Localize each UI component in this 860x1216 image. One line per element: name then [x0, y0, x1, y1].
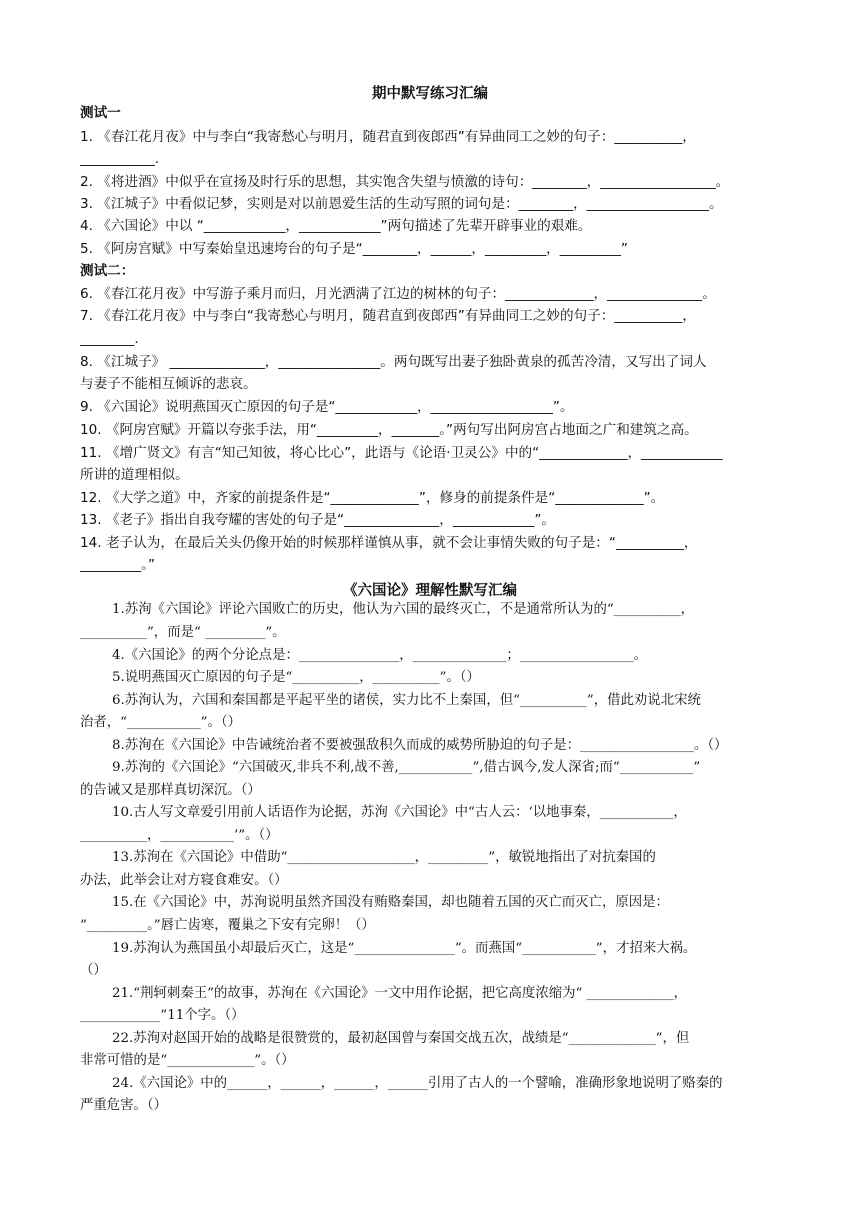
question-line: ___________. [80, 151, 160, 167]
question-line: 与妻子不能相互倾诉的悲哀。 [80, 376, 257, 392]
question-line: 的告诫又是那样真切深沉。（） [80, 783, 261, 798]
question-line: 5.说明燕国灭亡原因的句子是“__________，__________”。（） [112, 670, 480, 685]
question-line: 8.苏洵在《六国论》中告诫统治者不要被强敌积久而成的威势所胁迫的句子是：_________________。（） [112, 738, 728, 753]
question-line: 1.苏洵《六国论》评论六国败亡的历史，他认为六国的最终灭亡，不是通常所认为的“__________， [112, 602, 695, 617]
question-line: 10. 《阿房宫赋》开篇以夸张手法，用“_________，_______。”两句写出阿房宫占地面之广和建筑之高。 [80, 422, 698, 438]
question-line: 12. 《大学之道》中，齐家的前提条件是“_____________”，修身的前提条件是“_____________”。 [80, 490, 665, 506]
question-line: ____________”11个字。（） [80, 1008, 245, 1023]
test2-heading: 测试二： [80, 263, 135, 279]
question-line: 10.古人写文章爱引用前人话语作为论据，苏洵《六国论》中“古人云：‘以地事秦，___________， [112, 805, 687, 820]
part1-title: 期中默写练习汇编 [372, 86, 488, 102]
question-line: 6.苏洵认为，六国和秦国都是平起平坐的诸侯，实力比不上秦国，但“__________”，借此劝说北宋统 [112, 693, 701, 708]
question-line: 4. 《六国论》中以 “____________，____________”两句描述了先辈开辟事业的艰难。 [80, 218, 592, 234]
question-line: 1. 《春江花月夜》中与李白“我寄愁心与明月，随君直到夜郎西”有异曲同工之妙的句子：__________， [80, 129, 696, 145]
question-line: 严重危害。（） [80, 1098, 168, 1113]
question-line: 19.苏洵认为燕国虽小却最后灭亡，这是“_______________”。而燕国“___________”，才招来大祸。 [112, 941, 697, 956]
question-line: 14. 老子认为，在最后关头仍像开始的时候那样谨慎从事，就不会让事情失败的句子是：“__________， [80, 535, 698, 551]
question-line: _________。” [80, 557, 156, 573]
question-line: （） [80, 963, 107, 978]
question-line: 办法，此举会让对方寝食难安。（） [80, 873, 288, 888]
part2-title: 《六国论》理解性默写汇编 [343, 583, 517, 599]
question-line: 2. 《将进酒》中似乎在宣扬及时行乐的思想，其实饱含失望与愤激的诗句：________，_________________。 [80, 174, 730, 190]
question-line: 所讲的道理相似。 [80, 467, 189, 483]
question-line: 9.苏洵的《六国论》“六国破灭,非兵不利,战不善,___________”,借古讽今,发人深省;而“___________” [112, 760, 701, 775]
question-line: 13. 《老子》指出自我夸耀的害处的句子是“______________，____________”。 [80, 512, 556, 528]
question-line: 22.苏洵对赵国开始的战略是很赞赏的，最初赵国曾与秦国交战五次，战绩是“_____________”，但 [112, 1031, 690, 1046]
question-line: 治者，“___________”。（） [80, 715, 241, 730]
question-line: 9. 《六国论》说明燕国灭亡原因的句子是“____________，__________________”。 [80, 399, 574, 415]
question-line: 6. 《春江花月夜》中写游子乘月而归，月光洒满了江边的树林的句子：_____________，______________。 [80, 286, 716, 302]
test1-heading: 测试一 [80, 105, 121, 121]
question-line: 7. 《春江花月夜》中与李白“我寄愁心与明月，随君直到夜郎西”有异曲同工之妙的句子：__________， [80, 308, 696, 324]
question-line: 4.《六国论》的两个分论点是：_______________，______________；_________________。 [112, 648, 648, 663]
question-line: 15.在《六国论》中，苏洵说明虽然齐国没有贿赂秦国，却也随着五国的灭亡而灭亡，原因是： [112, 895, 669, 910]
question-line: “_________。”唇亡齿寒，覆巢之下安有完卵！（） [80, 918, 375, 933]
question-line: ________. [80, 331, 139, 347]
question-line: 21.“荆轲刺秦王”的故事，苏洵在《六国论》一文中用作论据，把它高度浓缩为“ _____________， [112, 986, 688, 1001]
question-line: 5. 《阿房宫赋》中写秦始皇迅速垮台的句子是“________，______，_________，_________” [80, 241, 628, 257]
question-line: __________，___________’”。（） [80, 828, 279, 843]
question-line: 24.《六国论》中的______，______，______，______引用了古人的一个譬喻，准确形象地说明了赂秦的 [112, 1076, 723, 1091]
question-line: 3. 《江城子》中看似记梦，实则是对以前恩爱生活的生动写照的词句是：________，__________________。 [80, 196, 723, 212]
question-line: 13.苏洵在《六国论》中借助“___________________，_________”，敏锐地指出了对抗秦国的 [112, 850, 656, 865]
question-line: __________”，而是“ _________”。 [80, 625, 286, 640]
question-line: 非常可惜的是“_____________”。（） [80, 1053, 295, 1068]
question-line: 11. 《增广贤文》有言“知己知彼，将心比心”，此语与《论语·卫灵公》中的“_____________，____________ [80, 445, 723, 461]
question-line: 8. 《江城子》 ______________，_______________。两句既写出妻子独卧黄泉的孤苦冷清，又写出了词人 [80, 354, 707, 370]
